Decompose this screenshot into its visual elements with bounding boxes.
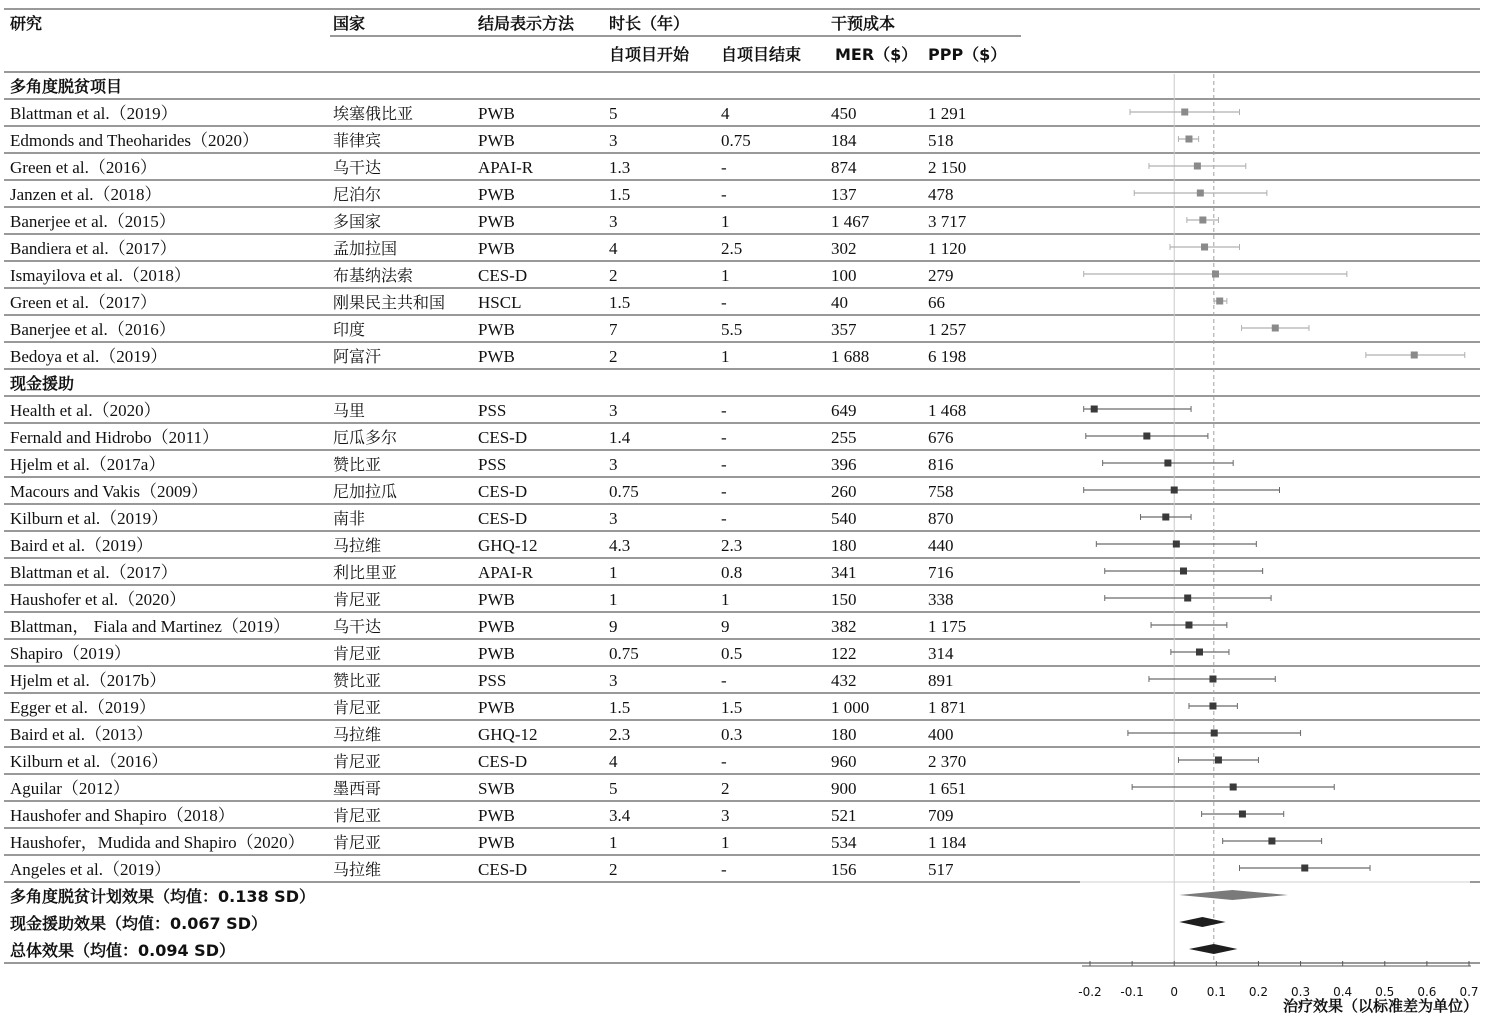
x-tick-label: -0.2 [1078,985,1102,999]
row-study: Aguilar（2012） [10,779,130,798]
row-study: Haushofer et al.（2020） [10,590,187,609]
row-mer: 450 [831,104,857,123]
row-study: Blattman et al.（2017） [10,563,178,582]
row-country: 孟加拉国 [333,239,398,258]
row-study: Blattman et al.（2019） [10,104,178,123]
row-country: 乌干达 [333,617,382,636]
row-since-start: 2 [609,266,618,285]
point-estimate [1230,784,1237,791]
row-since-start: 3 [609,401,618,420]
row-mer: 184 [831,131,857,150]
summary-label: 现金援助效果（均值：0.067 SD） [10,914,267,933]
row-ppp: 279 [928,266,954,285]
row-since-start: 1.5 [609,698,631,717]
row-outcome: PWB [478,212,515,231]
row-ppp: 314 [928,644,954,663]
row-ppp: 518 [928,131,954,150]
row-mer: 432 [831,671,857,690]
row-since-end: - [721,185,727,204]
pooled-diamond [1179,917,1225,927]
row-since-start: 3.4 [609,806,631,825]
row-since-end: - [721,509,727,528]
header-study: 研究 [10,14,43,33]
point-estimate [1268,838,1275,845]
row-outcome: PWB [478,644,515,663]
row-study: Bandiera et al.（2017） [10,239,177,258]
row-since-end: 1 [721,590,730,609]
row-country: 刚果民主共和国 [333,293,446,312]
row-ppp: 676 [928,428,954,447]
row-study: Janzen et al.（2018） [10,185,162,204]
point-estimate [1199,217,1206,224]
row-since-end: 2 [721,779,730,798]
pooled-diamond [1189,944,1237,954]
row-since-end: - [721,860,727,879]
header-since-end: 自项目结束 [721,45,802,64]
x-tick-label: 0.7 [1459,985,1479,999]
row-ppp: 1 120 [928,239,967,258]
row-study: Fernald and Hidrobo（2011） [10,428,220,447]
row-mer: 150 [831,590,857,609]
row-study: Ismayilova et al.（2018） [10,266,191,285]
header-outcome: 结局表示方法 [478,14,575,33]
row-mer: 1 000 [831,698,870,717]
row-since-start: 1.4 [609,428,631,447]
x-tick-label: 0.3 [1291,985,1311,999]
row-outcome: PWB [478,131,515,150]
row-country: 墨西哥 [333,779,382,798]
row-ppp: 3 717 [928,212,967,231]
row-mer: 649 [831,401,857,420]
row-study: Macours and Vakis（2009） [10,482,208,501]
row-since-start: 3 [609,131,618,150]
row-since-end: - [721,401,727,420]
point-estimate [1162,514,1169,521]
row-ppp: 440 [928,536,954,555]
row-ppp: 478 [928,185,954,204]
row-ppp: 1 175 [928,617,967,636]
row-mer: 156 [831,860,857,879]
row-study: Hjelm et al.（2017a） [10,455,166,474]
row-study: Baird et al.（2019） [10,536,154,555]
row-outcome: GHQ-12 [478,536,538,555]
row-study: Haushofer and Shapiro（2018） [10,806,235,825]
row-mer: 540 [831,509,857,528]
row-since-start: 3 [609,212,618,231]
x-tick-label: 0.4 [1333,985,1353,999]
row-study: Shapiro（2019） [10,644,131,663]
group-label: 多角度脱贫项目 [10,77,123,96]
point-estimate [1216,298,1223,305]
row-ppp: 338 [928,590,954,609]
header-since-start: 自项目开始 [609,45,690,64]
row-since-start: 2.3 [609,725,631,744]
point-estimate [1184,595,1191,602]
row-outcome: PWB [478,806,515,825]
row-country: 赞比亚 [333,671,382,690]
row-outcome: PSS [478,455,507,474]
row-country: 南非 [333,509,366,528]
header-mer: MER（$） [835,45,918,64]
row-mer: 40 [831,293,848,312]
row-since-end: 4 [721,104,730,123]
row-outcome: PWB [478,698,515,717]
row-country: 马拉维 [333,725,382,744]
row-country: 布基纳法索 [333,266,414,285]
row-since-end: - [721,158,727,177]
header-duration: 时长（年） [609,14,690,33]
point-estimate [1143,433,1150,440]
row-since-end: 1 [721,347,730,366]
row-since-start: 1.5 [609,185,631,204]
row-outcome: PWB [478,833,515,852]
row-ppp: 891 [928,671,954,690]
row-since-end: - [721,455,727,474]
row-outcome: CES-D [478,428,528,447]
point-estimate [1164,460,1171,467]
row-mer: 122 [831,644,857,663]
row-study: Kilburn et al.（2019） [10,509,169,528]
row-since-start: 1 [609,833,618,852]
row-outcome: PWB [478,347,515,366]
row-since-end: - [721,752,727,771]
point-estimate [1211,730,1218,737]
row-since-end: 0.75 [721,131,751,150]
row-study: Blattman， Fiala and Martinez（2019） [10,617,290,636]
row-country: 尼泊尔 [333,185,382,204]
row-outcome: CES-D [478,509,528,528]
point-estimate [1173,541,1180,548]
x-tick-label: -0.1 [1120,985,1144,999]
row-study: Haushofer，Mudida and Shapiro（2020） [10,833,305,852]
row-ppp: 870 [928,509,954,528]
row-since-end: 5.5 [721,320,743,339]
row-ppp: 517 [928,860,954,879]
row-outcome: PWB [478,239,515,258]
row-mer: 1 688 [831,347,870,366]
row-country: 埃塞俄比亚 [333,104,414,123]
x-tick-label: 0.1 [1206,985,1226,999]
row-since-end: - [721,671,727,690]
row-since-start: 5 [609,779,618,798]
row-country: 赞比亚 [333,455,382,474]
row-mer: 900 [831,779,857,798]
row-outcome: CES-D [478,860,528,879]
row-study: Health et al.（2020） [10,401,161,420]
row-since-end: 3 [721,806,730,825]
row-since-start: 4 [609,239,618,258]
row-since-start: 3 [609,671,618,690]
row-study: Bedoya et al.（2019） [10,347,168,366]
row-mer: 874 [831,158,857,177]
row-ppp: 816 [928,455,954,474]
row-since-end: 1 [721,266,730,285]
point-estimate [1239,811,1246,818]
row-mer: 357 [831,320,857,339]
row-mer: 521 [831,806,857,825]
row-country: 阿富汗 [333,347,382,366]
row-study: Banerjee et al.（2015） [10,212,176,231]
point-estimate [1212,271,1219,278]
row-ppp: 1 468 [928,401,967,420]
row-outcome: CES-D [478,752,528,771]
point-estimate [1411,352,1418,359]
row-study: Angeles et al.（2019） [10,860,171,879]
row-outcome: SWB [478,779,515,798]
row-ppp: 2 370 [928,752,967,771]
row-study: Green et al.（2017） [10,293,157,312]
row-since-end: 0.3 [721,725,743,744]
row-since-start: 2 [609,347,618,366]
row-country: 肯尼亚 [333,698,382,717]
row-since-end: 1 [721,833,730,852]
row-country: 利比里亚 [333,563,398,582]
row-country: 乌干达 [333,158,382,177]
row-country: 多国家 [333,212,382,231]
x-tick-label: 0.5 [1375,985,1395,999]
row-ppp: 1 871 [928,698,967,717]
row-country: 肯尼亚 [333,833,382,852]
row-since-end: - [721,428,727,447]
row-mer: 382 [831,617,857,636]
row-ppp: 6 198 [928,347,967,366]
row-mer: 180 [831,536,857,555]
header-ppp: PPP（$） [928,45,1007,64]
summary-label: 总体效果（均值：0.094 SD） [10,941,235,960]
row-since-end: 0.8 [721,563,743,582]
row-outcome: PWB [478,320,515,339]
row-outcome: GHQ-12 [478,725,538,744]
row-mer: 534 [831,833,857,852]
point-estimate [1301,865,1308,872]
row-ppp: 400 [928,725,954,744]
row-ppp: 1 184 [928,833,967,852]
point-estimate [1197,190,1204,197]
row-country: 厄瓜多尔 [333,428,398,447]
row-mer: 341 [831,563,857,582]
point-estimate [1215,757,1222,764]
row-country: 肯尼亚 [333,752,382,771]
row-country: 尼加拉瓜 [333,482,398,501]
point-estimate [1196,649,1203,656]
row-outcome: CES-D [478,266,528,285]
row-mer: 960 [831,752,857,771]
row-since-start: 4.3 [609,536,631,555]
row-mer: 255 [831,428,857,447]
x-tick-label: 0 [1170,985,1179,999]
row-outcome: PWB [478,590,515,609]
row-since-end: - [721,293,727,312]
point-estimate [1185,136,1192,143]
row-since-start: 0.75 [609,482,639,501]
row-outcome: PWB [478,104,515,123]
x-tick-label: 0.2 [1248,985,1268,999]
row-mer: 302 [831,239,857,258]
row-ppp: 758 [928,482,954,501]
pooled-diamond [1179,890,1288,900]
row-outcome: APAI-R [478,158,534,177]
row-ppp: 1 651 [928,779,967,798]
row-ppp: 709 [928,806,954,825]
row-outcome: HSCL [478,293,522,312]
row-country: 菲律宾 [333,131,382,150]
point-estimate [1209,676,1216,683]
row-since-start: 5 [609,104,618,123]
row-mer: 180 [831,725,857,744]
row-ppp: 716 [928,563,954,582]
row-country: 肯尼亚 [333,806,382,825]
row-mer: 137 [831,185,857,204]
row-outcome: PSS [478,401,507,420]
row-country: 印度 [333,320,366,339]
row-mer: 1 467 [831,212,870,231]
row-study: Hjelm et al.（2017b） [10,671,167,690]
row-since-start: 4 [609,752,618,771]
row-since-start: 1 [609,563,618,582]
row-study: Kilburn et al.（2016） [10,752,169,771]
point-estimate [1180,568,1187,575]
row-study: Green et al.（2016） [10,158,157,177]
point-estimate [1201,244,1208,251]
row-since-end: 9 [721,617,730,636]
row-study: Egger et al.（2019） [10,698,156,717]
row-since-end: - [721,482,727,501]
row-ppp: 1 257 [928,320,967,339]
x-tick-label: 0.6 [1417,985,1437,999]
row-since-end: 1.5 [721,698,743,717]
point-estimate [1171,487,1178,494]
row-ppp: 66 [928,293,945,312]
row-study: Banerjee et al.（2016） [10,320,176,339]
row-outcome: PWB [478,617,515,636]
row-since-start: 3 [609,509,618,528]
row-ppp: 1 291 [928,104,967,123]
row-country: 马里 [333,401,366,420]
point-estimate [1209,703,1216,710]
row-since-end: 2.5 [721,239,743,258]
row-ppp: 2 150 [928,158,967,177]
row-study: Baird et al.（2013） [10,725,154,744]
header-cost: 干预成本 [831,14,896,33]
point-estimate [1194,163,1201,170]
summary-label: 多角度脱贫计划效果（均值：0.138 SD） [10,887,315,906]
row-since-start: 3 [609,455,618,474]
row-since-end: 2.3 [721,536,743,555]
row-since-start: 1 [609,590,618,609]
header-country: 国家 [333,14,366,33]
row-since-start: 7 [609,320,618,339]
row-outcome: PSS [478,671,507,690]
row-outcome: CES-D [478,482,528,501]
row-country: 马拉维 [333,860,382,879]
row-outcome: PWB [478,185,515,204]
x-axis-label: 治疗效果（以标准差为单位） [1282,997,1478,1015]
row-country: 肯尼亚 [333,590,382,609]
row-mer: 260 [831,482,857,501]
point-estimate [1181,109,1188,116]
row-country: 肯尼亚 [333,644,382,663]
row-since-end: 1 [721,212,730,231]
row-since-start: 9 [609,617,618,636]
row-study: Edmonds and Theoharides（2020） [10,131,259,150]
row-outcome: APAI-R [478,563,534,582]
row-mer: 396 [831,455,857,474]
row-since-start: 1.5 [609,293,631,312]
point-estimate [1185,622,1192,629]
point-estimate [1091,406,1098,413]
row-since-start: 2 [609,860,618,879]
group-label: 现金援助 [10,374,75,393]
row-since-end: 0.5 [721,644,743,663]
row-since-start: 0.75 [609,644,639,663]
row-mer: 100 [831,266,857,285]
point-estimate [1272,325,1279,332]
row-since-start: 1.3 [609,158,631,177]
row-country: 马拉维 [333,536,382,555]
